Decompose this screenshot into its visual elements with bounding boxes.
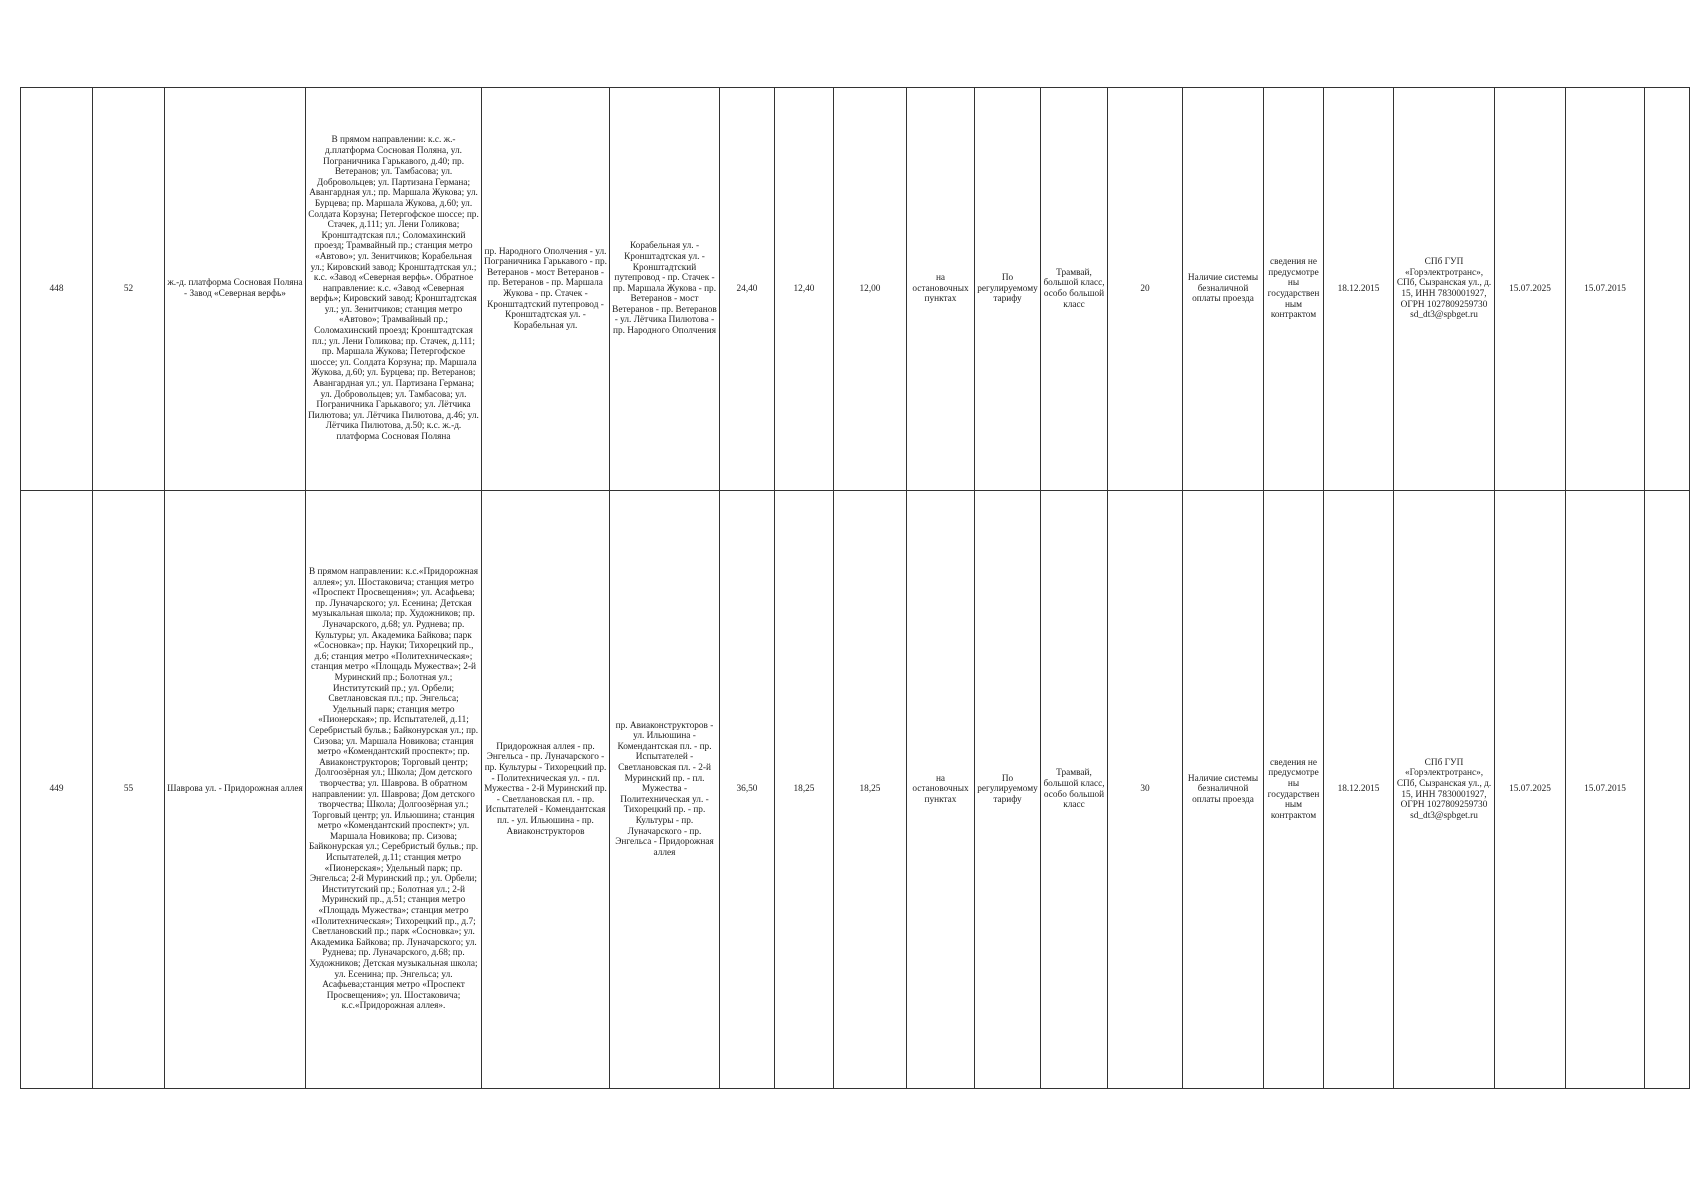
route-number-cell: 55 — [93, 491, 165, 1089]
stops-order-cell: на остановочных пунктах — [907, 88, 975, 491]
vehicle-count-cell: 30 — [1108, 491, 1183, 1089]
stops-order-cell: на остановочных пунктах — [907, 491, 975, 1089]
length-backward-cell: 18,25 — [834, 491, 907, 1089]
length-forward-cell: 18,25 — [775, 491, 834, 1089]
route-path-cell — [306, 491, 482, 1089]
date-a-cell: 15.07.2025 — [1495, 88, 1566, 491]
date-a-cell: 15.07.2025 — [1495, 491, 1566, 1089]
registry-number-cell: 448 — [21, 88, 93, 491]
fare-type-cell: По регулируемому тарифу — [975, 88, 1041, 491]
route-number-cell: 52 — [93, 88, 165, 491]
vehicle-type-cell: Трамвай, большой класс, особо большой класс — [1041, 88, 1108, 491]
date-b-cell: 15.07.2015 — [1566, 491, 1645, 1089]
route-name-cell: Шаврова ул. - Придорожная аллея — [165, 491, 306, 1089]
carrier-cell: СПб ГУП «Горэлектротранс», СПб, Сызранская ул., д. 15, ИНН 7830001927, ОГРН 1027809259730 sd_dt3@spbget.ru — [1394, 491, 1495, 1089]
contract-info-cell: сведения не предусмотрены государственным контрактом — [1264, 88, 1324, 491]
start-date-cell: 18.12.2015 — [1324, 88, 1394, 491]
length-total-cell: 24,40 — [720, 88, 775, 491]
length-total-cell: 36,50 — [720, 491, 775, 1089]
fare-type-cell: По регулируемому тарифу — [975, 491, 1041, 1089]
streets-forward-cell: Придорожная аллея - пр. Энгельса - пр. Луначарского - пр. Культуры - Тихорецкий пр. - Политехническая ул. - пл. Мужества - 2-й Муринский пр. - Светлановская пл. - пр. Испытателей - Комендантская пл. - ул. Ильюшина - пр. Авиаконструкторов — [482, 491, 610, 1089]
table-row — [21, 88, 1690, 491]
payment-system-cell: Наличие системы безналичной оплаты проезда — [1183, 491, 1264, 1089]
registry-number-cell: 449 — [21, 491, 93, 1089]
extra-cell — [1645, 491, 1690, 1089]
length-forward-cell: 12,40 — [775, 88, 834, 491]
route-path-text: В прямом направлении: к.с. ж.-д.платформа Сосновая Поляна, ул. Пограничника Гарькавого, д.40; пр. Ветеранов; ул. Тамбасова; ул. Добровольцев; ул. Партизана Германа; Авангардная ул.; пр. Маршала Жукова; ул. Бурцева; пр. Маршала Жукова, д.60; ул. Солдата Корзуна; Петергофское шоссе; пр. Стачек, д.111; ул. Лени Голикова; Кронштадтская пл.; Соломахинский проезд; Трамвайный пр.; станция метро «Автово»; ул. Зенитчиков; Корабельная ул.; Кировский завод; Кронштадтская ул.; к.с. «Завод «Северная верфь». Обратное направление: к.с. «Завод «Северная верфь»; Кировский завод; Кронштадтская ул.; ул. Зенитчиков; станция метро «Автово»; Трамвайный пр.; Соломахинский проезд; Кронштадтская пл.; ул. Лени Голикова; пр. Стачек, д.111; пр. Маршала Жукова; Петергофское шоссе; ул. Солдата Корзуна; пр. Маршала Жукова, д.60; ул. Бурцева; пр. Ветеранов; Авангардная ул.; ул. Партизана Германа; ул. Добровольцев; ул. Тамбасова; ул. Пограничника Гарькавого; ул. Лётчика Пилютова; ул. Лётчика Пилютова, д.46; ул. Лётчика Пилютова, д.50; к.с. ж.-д. платформа Сосновая Поляна — [308, 135, 479, 443]
contract-info-cell: сведения не предусмотрены государственным контрактом — [1264, 491, 1324, 1089]
vehicle-count-cell: 20 — [1108, 88, 1183, 491]
payment-system-cell: Наличие системы безналичной оплаты проезда — [1183, 88, 1264, 491]
date-b-cell: 15.07.2015 — [1566, 88, 1645, 491]
streets-backward-cell: пр. Авиаконструкторов - ул. Ильюшина - Комендантская пл. - пр. Испытателей - Светлановская пл. - 2-й Муринский пр. - пл. Мужества - Политехническая ул. - Тихорецкий пр. - пр. Культуры - пр. Луначарского - пр. Энгельса - Придорожная аллея — [610, 491, 720, 1089]
length-backward-cell: 12,00 — [834, 88, 907, 491]
table-row — [21, 491, 1690, 1089]
carrier-cell: СПб ГУП «Горэлектротранс», СПб, Сызранская ул., д. 15, ИНН 7830001927, ОГРН 1027809259730 sd_dt3@spbget.ru — [1394, 88, 1495, 491]
start-date-cell: 18.12.2015 — [1324, 491, 1394, 1089]
route-path-cell — [306, 88, 482, 491]
route-path-text: В прямом направлении: к.с.«Придорожная аллея»; ул. Шостаковича; станция метро «Проспект Просвещения»; ул. Асафьева; пр. Луначарского; ул. Есенина; Детская музыкальная школа; пр. Художников; пр. Луначарского, д.68; ул. Руднева; пр. Культуры; ул. Академика Байкова; парк «Сосновка»; пр. Науки; Тихорецкий пр., д.6; станция метро «Политехническая»; станция метро «Площадь Мужества»; 2-й Муринский пр.; Болотная ул.; Институтский пр.; ул. Орбели; Светлановская пл.; пр. Энгельса; Удельный парк; станция метро «Пионерская»; пр. Испытателей, д.11; Серебристый бульв.; Байконурская ул.; пр. Сизова; ул. Маршала Новикова; станция метро «Комендантский проспект»; пр. Авиаконструкторов; Торговый центр; Долгоозёрная ул.; Школа; Дом детского творчества; ул. Шаврова. В обратном направлении: ул. Шаврова; Дом детского творчества; Школа; Долгоозёрная ул.; Торговый центр; ул. Ильюшина; станция метро «Комендантский проспект»; ул. Маршала Новикова; пр. Сизова; Байконурская ул.; Серебристый бульв.; пр. Испытателей, д.11; станция метро «Пионерская»; Удельный парк; пр. Энгельса; 2-й Муринский пр.; ул. Орбели; Институтский пр.; Болотная ул.; 2-й Муринский пр., д.51; станция метро «Площадь Мужества»; станция метро «Политехническая»; Тихорецкий пр., д.7; Светлановский пр.; парк «Сосновка»; ул. Академика Байкова; пр. Луначарского; ул. Руднева; пр. Луначарского, д.68; пр. Художников; Детская музыкальная школа; ул. Есенина; пр. Энгельса; ул. Асафьева;станция метро «Проспект Просвещения»; ул. Шостаковича; к.с.«Придорожная аллея». — [308, 567, 479, 1012]
streets-forward-cell: пр. Народного Ополчения - ул. Пограничника Гарькавого - пр. Ветеранов - мост Ветеранов - пр. Ветеранов - пр. Маршала Жукова - пр. Стачек - Кронштадтский путепровод - Кронштадтская ул. - Корабельная ул. — [482, 88, 610, 491]
route-registry-table — [20, 87, 1690, 1089]
extra-cell — [1645, 88, 1690, 491]
route-name-cell: ж.-д. платформа Сосновая Поляна - Завод «Северная верфь» — [165, 88, 306, 491]
streets-backward-cell: Корабельная ул. - Кронштадтская ул. - Кронштадтский путепровод - пр. Стачек - пр. Маршала Жукова - пр. Ветеранов - мост Ветеранов - пр. Ветеранов - ул. Лётчика Пилютова - пр. Народного Ополчения — [610, 88, 720, 491]
vehicle-type-cell: Трамвай, большой класс, особо большой класс — [1041, 491, 1108, 1089]
